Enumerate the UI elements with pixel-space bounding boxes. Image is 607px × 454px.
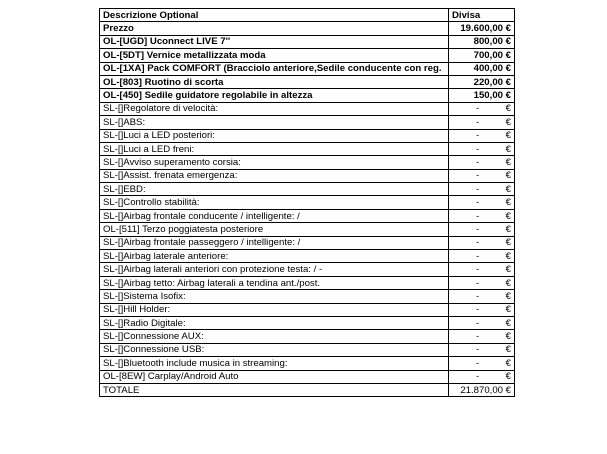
option-price-cell: 400,00 €	[449, 62, 515, 75]
empty-price-wrapper	[452, 344, 511, 355]
option-price-cell	[449, 142, 515, 155]
option-description-cell: SL-[]Airbag laterali anteriori con protezione testa: / -	[100, 263, 449, 276]
option-description-cell: SL-[]Regolatore di velocità:	[100, 102, 449, 115]
price-dash: -	[476, 170, 480, 182]
option-price-cell	[449, 102, 515, 115]
price-dash: -	[476, 130, 480, 142]
table-row	[100, 316, 515, 329]
price-dash: -	[476, 197, 480, 209]
empty-price-wrapper	[452, 291, 511, 302]
total-row	[100, 383, 515, 396]
table-row	[100, 370, 515, 383]
table-row	[100, 89, 515, 102]
option-price-cell	[449, 276, 515, 289]
optional-price-table	[99, 8, 515, 397]
price-dash: -	[476, 183, 480, 195]
price-dash: -	[476, 277, 480, 289]
euro-symbol: €	[505, 197, 511, 209]
option-price-cell	[449, 316, 515, 329]
option-price-cell	[449, 250, 515, 263]
empty-price-wrapper	[452, 278, 511, 289]
euro-symbol: €	[505, 116, 511, 128]
option-description-cell: SL-[]Airbag tetto: Airbag laterali a tendina ant./post.	[100, 276, 449, 289]
option-description-cell: SL-[]Avviso superamento corsia:	[100, 156, 449, 169]
price-dash: -	[476, 331, 480, 343]
price-dash: -	[476, 250, 480, 262]
table-row	[100, 49, 515, 62]
empty-price-wrapper	[452, 157, 511, 168]
empty-price-wrapper	[452, 251, 511, 262]
empty-price-wrapper	[452, 304, 511, 315]
option-price-cell	[449, 196, 515, 209]
table-row	[100, 183, 515, 196]
euro-symbol: €	[505, 344, 511, 356]
euro-symbol: €	[505, 317, 511, 329]
option-price-cell	[449, 370, 515, 383]
option-price-cell	[449, 330, 515, 343]
table-row	[100, 276, 515, 289]
euro-symbol: €	[505, 371, 511, 383]
price-dash: -	[476, 357, 480, 369]
option-price-cell	[449, 303, 515, 316]
price-dash: -	[476, 103, 480, 115]
option-description-cell: SL-[]Luci a LED posteriori:	[100, 129, 449, 142]
option-description-cell: SL-[]Assist. frenata emergenza:	[100, 169, 449, 182]
empty-price-wrapper	[452, 184, 511, 195]
option-price-cell	[449, 116, 515, 129]
price-dash: -	[476, 210, 480, 222]
euro-symbol: €	[505, 103, 511, 115]
table-row	[100, 357, 515, 370]
option-price-cell	[449, 290, 515, 303]
option-description-cell: SL-[]EBD:	[100, 183, 449, 196]
option-description-cell: SL-[]Airbag frontale passeggero / intelligente: /	[100, 236, 449, 249]
empty-price-wrapper	[452, 211, 511, 222]
option-price-cell: 700,00 €	[449, 49, 515, 62]
price-dash: -	[476, 237, 480, 249]
euro-symbol: €	[505, 357, 511, 369]
table-row	[100, 303, 515, 316]
table-row	[100, 196, 515, 209]
option-price-cell: 800,00 €	[449, 35, 515, 48]
table-row	[100, 343, 515, 356]
price-dash: -	[476, 304, 480, 316]
empty-price-wrapper	[452, 117, 511, 128]
option-price-cell	[449, 183, 515, 196]
empty-price-wrapper	[452, 224, 511, 235]
euro-symbol: €	[505, 264, 511, 276]
table-row	[100, 62, 515, 75]
price-dash: -	[476, 116, 480, 128]
option-description-cell: SL-[]Bluetooth include musica in streaming:	[100, 357, 449, 370]
euro-symbol: €	[505, 183, 511, 195]
option-description-cell: OL-[1XA] Pack COMFORT (Bracciolo anteriore,Sedile conducente con reg.	[100, 62, 449, 75]
price-dash: -	[476, 264, 480, 276]
option-price-cell	[449, 343, 515, 356]
table-row	[100, 142, 515, 155]
table-row	[100, 290, 515, 303]
option-description-cell: OL-[UGD] Uconnect LIVE 7''	[100, 35, 449, 48]
table-row	[100, 169, 515, 182]
option-description-cell: SL-[]Radio Digitale:	[100, 316, 449, 329]
option-price-cell	[449, 236, 515, 249]
option-description-cell: OL-[511] Terzo poggiatesta posteriore	[100, 223, 449, 236]
table-row	[100, 263, 515, 276]
option-description-cell: SL-[]ABS:	[100, 116, 449, 129]
price-dash: -	[476, 156, 480, 168]
empty-price-wrapper	[452, 170, 511, 181]
empty-price-wrapper	[452, 264, 511, 275]
table-row	[100, 330, 515, 343]
option-description-cell: SL-[]Sistema Isofix:	[100, 290, 449, 303]
total-value-cell: 21.870,00 €	[449, 383, 515, 396]
header-currency-cell: Divisa	[449, 9, 515, 22]
option-description-cell: SL-[]Controllo stabilità:	[100, 196, 449, 209]
table-row	[100, 223, 515, 236]
euro-symbol: €	[505, 210, 511, 222]
table-row	[100, 129, 515, 142]
option-price-cell	[449, 129, 515, 142]
empty-price-wrapper	[452, 103, 511, 114]
table-body	[100, 9, 515, 397]
table-row	[100, 236, 515, 249]
option-description-cell: OL-[8EW] Carplay/Android Auto	[100, 370, 449, 383]
option-description-cell: OL-[5DT] Vernice metallizzata moda	[100, 49, 449, 62]
euro-symbol: €	[505, 223, 511, 235]
option-description-cell: SL-[]Airbag laterale anteriore:	[100, 250, 449, 263]
price-dash: -	[476, 317, 480, 329]
option-price-cell	[449, 223, 515, 236]
empty-price-wrapper	[452, 130, 511, 141]
euro-symbol: €	[505, 143, 511, 155]
empty-price-wrapper	[452, 197, 511, 208]
header-row	[100, 9, 515, 22]
table-row	[100, 209, 515, 222]
option-price-cell	[449, 357, 515, 370]
option-description-cell: OL-[803] Ruotino di scorta	[100, 75, 449, 88]
table-row	[100, 116, 515, 129]
price-dash: -	[476, 344, 480, 356]
price-dash: -	[476, 371, 480, 383]
option-description-cell: SL-[]Connessione AUX:	[100, 330, 449, 343]
option-description-cell: SL-[]Luci a LED freni:	[100, 142, 449, 155]
euro-symbol: €	[505, 156, 511, 168]
total-label-cell: TOTALE	[100, 383, 449, 396]
table-row	[100, 102, 515, 115]
price-dash: -	[476, 290, 480, 302]
empty-price-wrapper	[452, 237, 511, 248]
euro-symbol: €	[505, 277, 511, 289]
price-dash: -	[476, 223, 480, 235]
table-row	[100, 250, 515, 263]
price-value-cell: 19.600,00 €	[449, 22, 515, 35]
euro-symbol: €	[505, 304, 511, 316]
empty-price-wrapper	[452, 358, 511, 369]
option-price-cell	[449, 169, 515, 182]
header-description-cell: Descrizione Optional	[100, 9, 449, 22]
option-price-cell: 220,00 €	[449, 75, 515, 88]
euro-symbol: €	[505, 290, 511, 302]
option-price-cell	[449, 209, 515, 222]
price-row	[100, 22, 515, 35]
euro-symbol: €	[505, 130, 511, 142]
euro-symbol: €	[505, 250, 511, 262]
empty-price-wrapper	[452, 371, 511, 382]
option-description-cell: SL-[]Connessione USB:	[100, 343, 449, 356]
euro-symbol: €	[505, 331, 511, 343]
option-description-cell: OL-[450] Sedile guidatore regolabile in altezza	[100, 89, 449, 102]
price-label-cell: Prezzo	[100, 22, 449, 35]
table-row	[100, 75, 515, 88]
empty-price-wrapper	[452, 331, 511, 342]
table-row	[100, 35, 515, 48]
euro-symbol: €	[505, 170, 511, 182]
option-description-cell: SL-[]Airbag frontale conducente / intelligente: /	[100, 209, 449, 222]
option-price-cell	[449, 263, 515, 276]
price-dash: -	[476, 143, 480, 155]
option-price-cell: 150,00 €	[449, 89, 515, 102]
empty-price-wrapper	[452, 318, 511, 329]
empty-price-wrapper	[452, 144, 511, 155]
table-row	[100, 156, 515, 169]
option-description-cell: SL-[]Hill Holder:	[100, 303, 449, 316]
euro-symbol: €	[505, 237, 511, 249]
option-price-cell	[449, 156, 515, 169]
